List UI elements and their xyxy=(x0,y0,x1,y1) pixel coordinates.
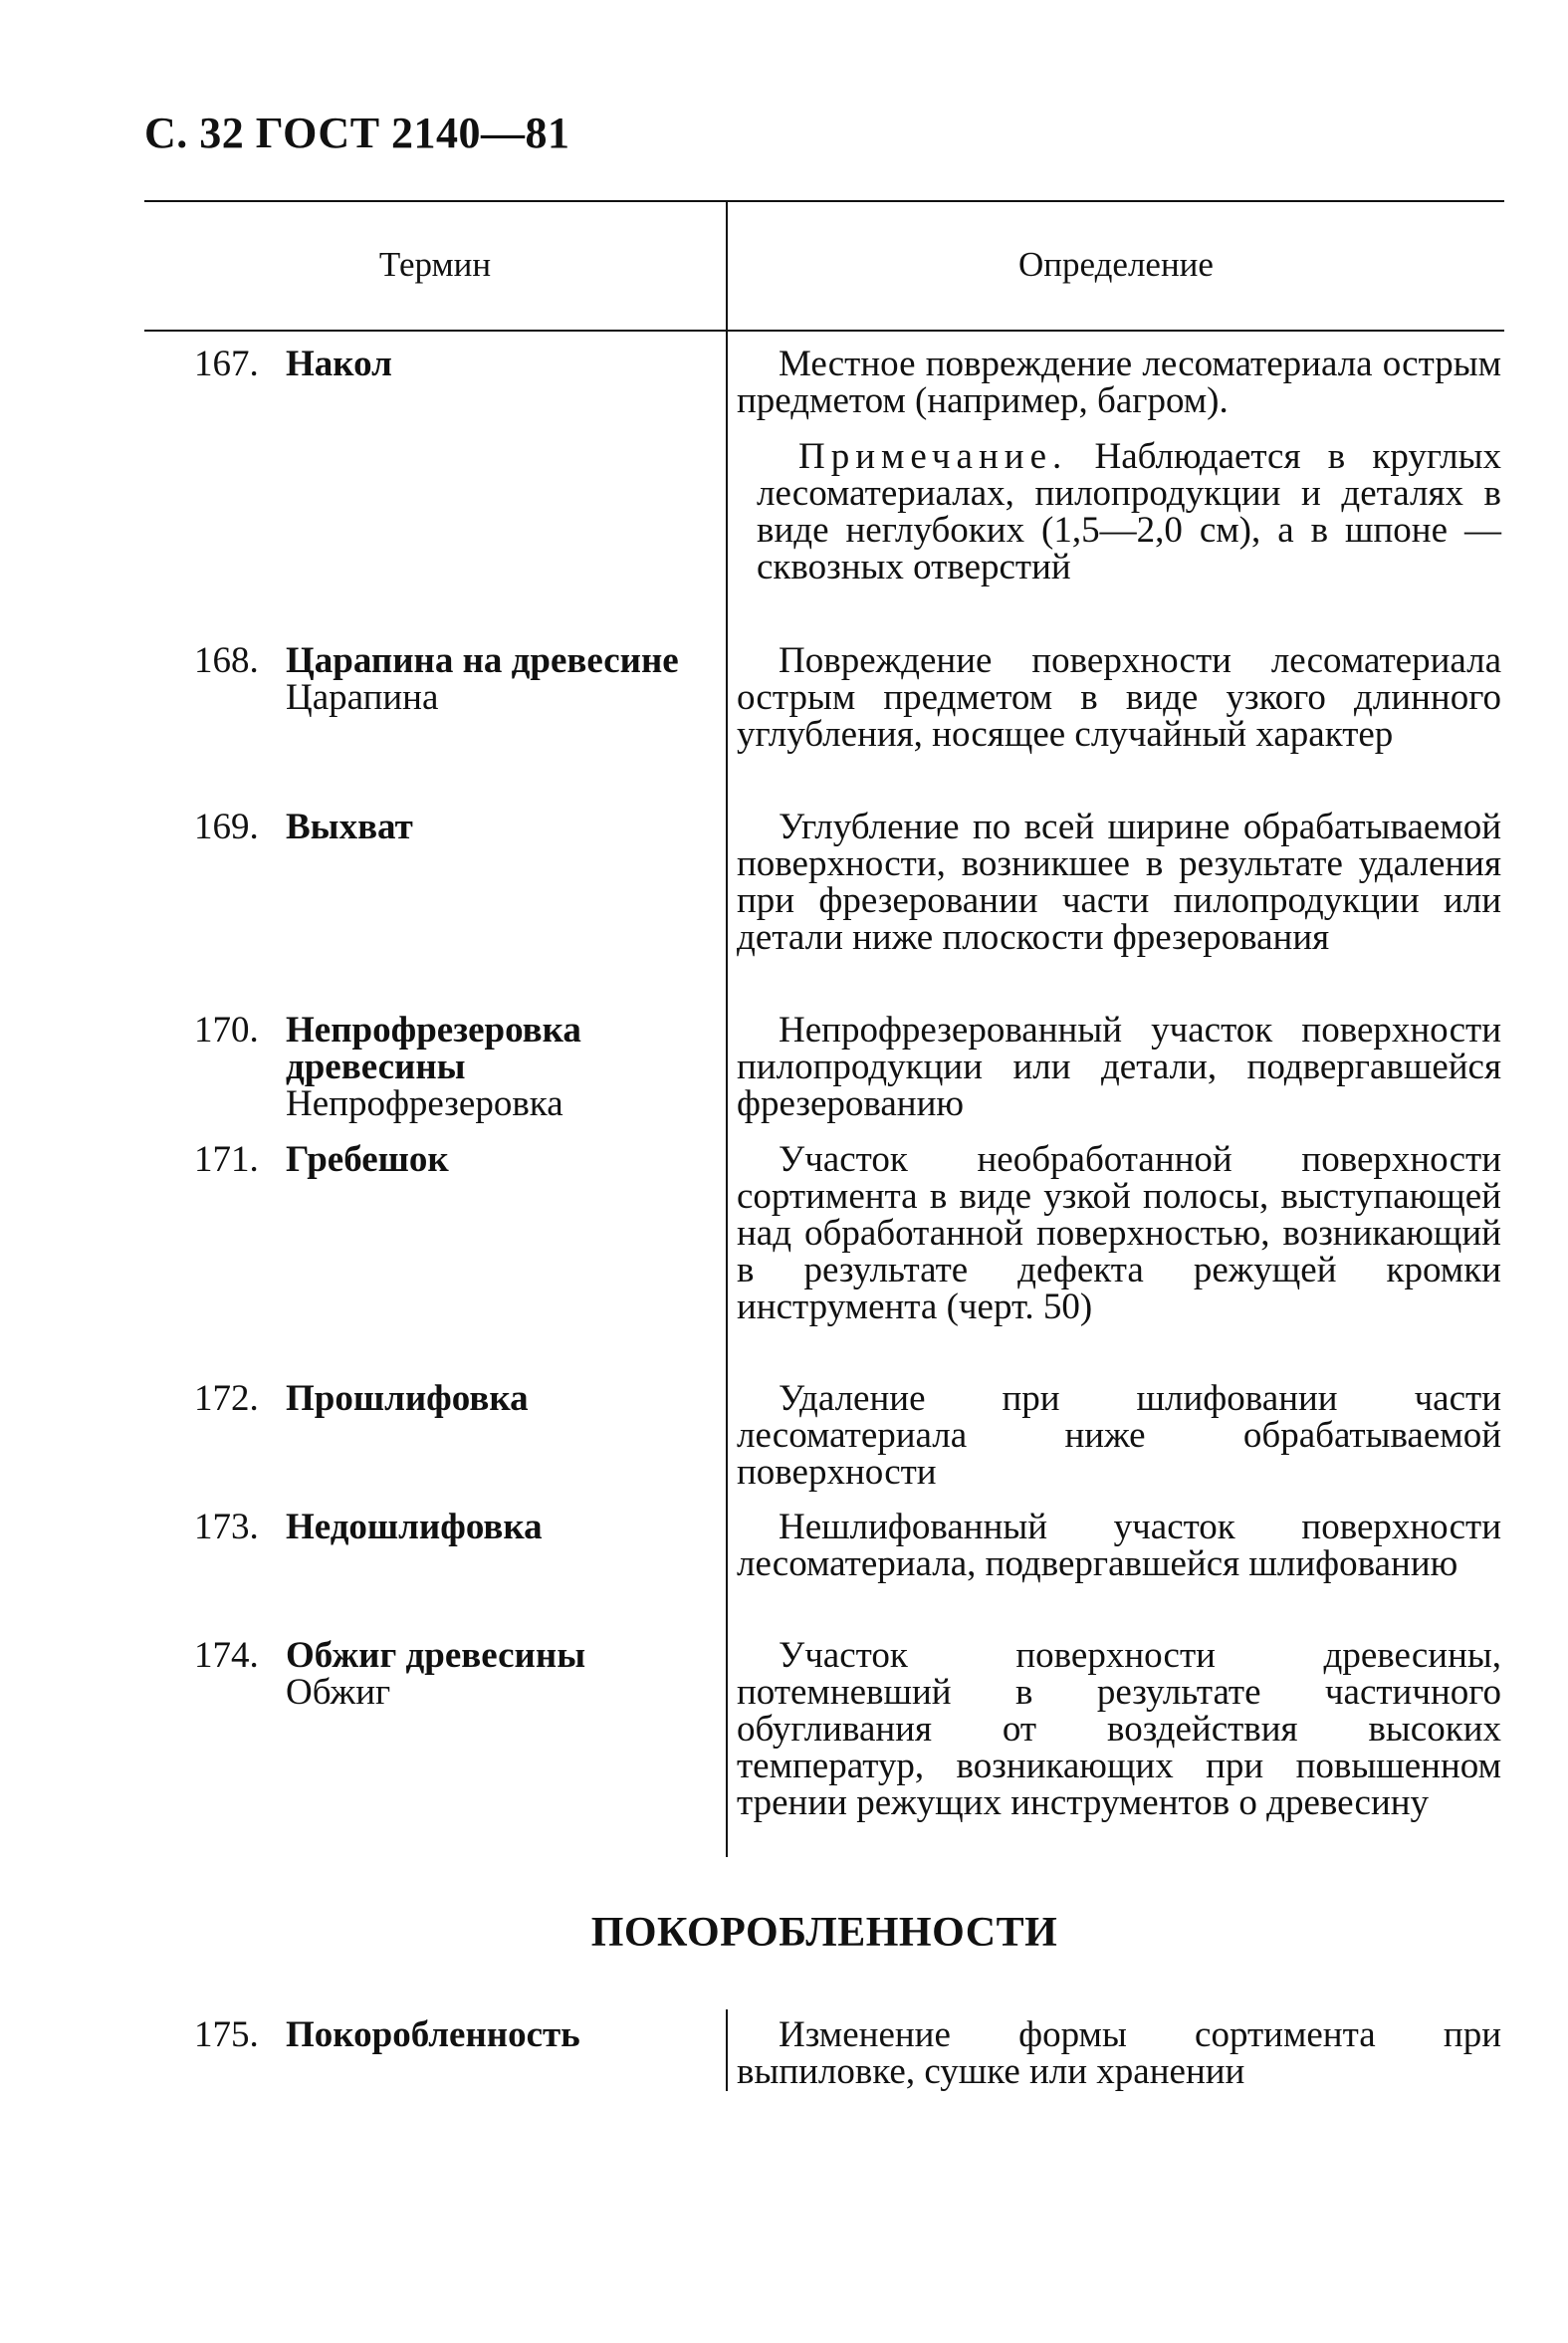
term-name: Выхват xyxy=(286,807,413,847)
term-name: Покоробленность xyxy=(286,2014,580,2055)
term-name: Непрофрезеровка xyxy=(286,1010,581,1051)
definition-167: Местное повреждение лесоматериала острым предметом (например, багром). xyxy=(737,344,1501,421)
term-synonym: Обжиг xyxy=(286,1672,391,1713)
term-172 xyxy=(194,1380,717,1417)
column-header-term: Термин xyxy=(378,245,492,284)
definition-174: Участок поверхности древесины, потемневший в результате частичного обугливания от воздействия высоких температур, возникающих при повышенном трении режущих инструментов о древесину xyxy=(737,1635,1501,1823)
term-number: 173. xyxy=(194,1507,259,1547)
definition-170: Непрофрезерованный участок поверхности пилопродукции или детали, подвергавшейся фрезерованию xyxy=(737,1010,1501,1124)
column-divider-body xyxy=(726,330,728,1857)
page-header: С. 32 ГОСТ 2140—81 xyxy=(144,109,570,157)
definition-172: Удаление при шлифовании части лесоматериала ниже обрабатываемой поверхности xyxy=(737,1378,1501,1493)
term-name: Царапина на древесине xyxy=(286,640,679,681)
term-173 xyxy=(194,1509,717,1545)
term-number: 168. xyxy=(194,640,259,681)
column-divider-section xyxy=(726,2009,728,2091)
term-169 xyxy=(194,809,717,845)
definition-169: Углубление по всей ширине обрабатываемой поверхности, возникшее в результате удаления при фрезеровании части пилопродукции или детали ниже плоскости фрезерования xyxy=(737,807,1501,958)
definition-173: Нешлифованный участок поверхности лесоматериала, подвергавшейся шлифованию xyxy=(737,1507,1501,1584)
definition-175: Изменение формы сортимента при выпиловке, сушке или хранении xyxy=(737,2014,1501,2092)
term-name: Прошлифовка xyxy=(286,1378,529,1419)
term-number: 174. xyxy=(194,1635,259,1676)
definition-171: Участок необработанной поверхности сортимента в виде узкой полосы, выступающей над обработанной поверхностью, возникающий в результате дефекта режущей кромки инструмента (черт. 50) xyxy=(737,1139,1501,1327)
term-168 xyxy=(194,642,717,716)
term-name-continued: древесины xyxy=(286,1047,466,1087)
term-number: 170. xyxy=(194,1010,259,1051)
term-174 xyxy=(194,1637,717,1711)
term-171 xyxy=(194,1141,717,1178)
note-text: Наблюдается в круглых лесоматериалах, пилопродукции и деталях в виде неглубоких (1,5—2,0 см), а в шпоне — сквозных отверстий xyxy=(757,436,1501,587)
term-number: 167. xyxy=(194,344,259,384)
term-number: 172. xyxy=(194,1378,259,1419)
term-synonym: Непрофрезеровка xyxy=(286,1083,563,1124)
note-label: Примечание. xyxy=(798,436,1068,477)
definition-168: Повреждение поверхности лесоматериала острым предметом в виде узкого длинного углубления, носящее случайный характер xyxy=(737,640,1501,755)
table-top-rule xyxy=(144,200,1504,202)
term-name: Гребешок xyxy=(286,1139,449,1180)
term-167 xyxy=(194,346,717,382)
term-number: 171. xyxy=(194,1139,259,1180)
term-number: 169. xyxy=(194,807,259,847)
term-name: Накол xyxy=(286,344,392,384)
table-header-rule xyxy=(144,330,1504,332)
term-name: Обжиг древесины xyxy=(286,1635,586,1676)
term-number: 175. xyxy=(194,2014,259,2055)
term-synonym: Царапина xyxy=(286,677,439,718)
note-167 xyxy=(757,438,1501,586)
term-170 xyxy=(194,1012,717,1122)
column-header-definition: Определение xyxy=(1018,245,1214,284)
term-175 xyxy=(194,2016,717,2053)
term-name: Недошлифовка xyxy=(286,1507,543,1547)
section-title: ПОКОРОБЛЕННОСТИ xyxy=(590,1910,1058,1956)
